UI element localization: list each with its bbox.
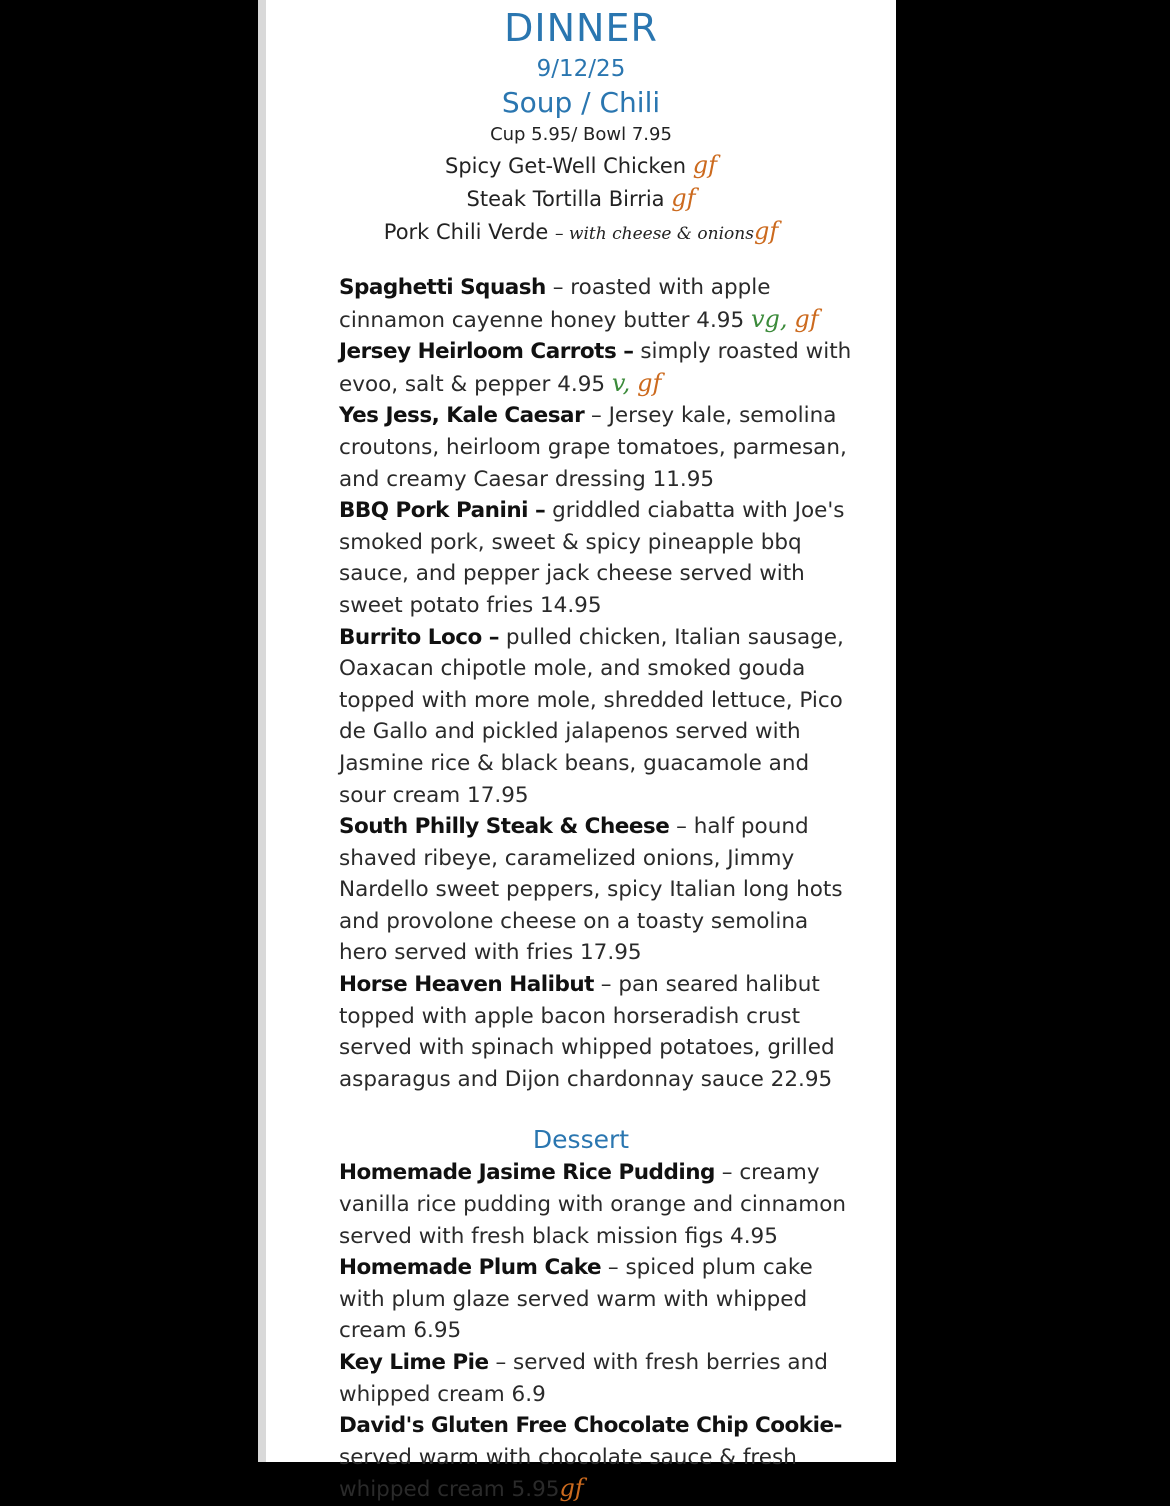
dessert-item-desc: – served with fresh berries and whipped cream 6.9: [339, 1350, 828, 1407]
menu-item-desc: – pan seared halibut topped with apple bacon horseradish crust served with spinach whipped potatoes, grilled asparagus and Dijon chardonnay sauce 22.95: [339, 972, 835, 1092]
dessert-item-desc: – creamy vanilla rice pudding with orange and cinnamon served with fresh black mission figs 4.95: [339, 1160, 846, 1249]
menu-date: 9/12/25: [536, 56, 626, 82]
dessert-item-name: Homemade Jasime Rice Pudding: [339, 1160, 715, 1186]
dessert-item-name: Key Lime Pie: [339, 1350, 489, 1375]
dessert-item: [339, 1157, 859, 1252]
menu-title: DINNER: [504, 6, 658, 50]
gluten-free-tag: gf: [753, 217, 779, 245]
soup-heading: Soup / Chili: [501, 86, 661, 119]
menu-item-desc: simply roasted with evoo, salt & pepper 4.95: [339, 339, 852, 397]
menu-item: [339, 811, 859, 969]
menu-item-desc: – Jersey kale, semolina croutons, heirloom grape tomatoes, parmesan, and creamy Caesar dressing 11.95: [339, 403, 847, 492]
menu-item: [339, 495, 859, 621]
dessert-heading: Dessert: [532, 1125, 630, 1155]
vegan-tag: v,: [611, 368, 631, 397]
gluten-free-tag: gf: [692, 151, 718, 179]
gluten-free-tag: gf: [671, 184, 696, 212]
menu-item-name: Burrito Loco –: [339, 624, 500, 650]
menu-item: [339, 272, 859, 336]
menu-item-desc: pulled chicken, Italian sausage, Oaxacan chipotle mole, and smoked gouda topped with more mole, shredded lettuce, Pico de Gallo and pickled jalapenos served with Jasmine rice & black beans, guacamole and sour cream 17.95: [339, 624, 844, 808]
dessert-item-desc: – spiced plum cake with plum glaze served warm with whipped cream 6.95: [339, 1255, 813, 1344]
menu-item-name: BBQ Pork Panini –: [339, 498, 546, 524]
dessert-list: [339, 1157, 859, 1506]
menu-item-desc: griddled ciabatta with Joe's smoked pork, sweet & spicy pineapple bbq sauce, and pepper jack cheese served with sweet potato fries 14.95: [339, 498, 845, 618]
soup-item-name: Spicy Get-Well Chicken: [444, 154, 687, 178]
menu-item-name: Horse Heaven Halibut: [339, 972, 594, 998]
menu-item-desc: – half pound shaved ribeye, caramelized onions, Jimmy Nardello sweet peppers, spicy Italian long hots and provolone cheese on a toasty semolina hero served with fries 17.95: [339, 814, 843, 966]
soup-item: [266, 215, 896, 250]
dessert-item: [339, 1410, 859, 1506]
dessert-item: [339, 1252, 859, 1347]
menu-item: [339, 400, 859, 495]
vegan-tag: vg,: [750, 304, 788, 333]
dessert-item-name: David's Gluten Free Chocolate Chip Cookie-: [339, 1413, 842, 1439]
soup-item-name: Pork Chili Verde: [383, 220, 549, 244]
menu-item: [339, 969, 859, 1095]
soup-item-note: – with cheese & onions: [555, 224, 754, 244]
gluten-free-tag: gf: [559, 1474, 584, 1503]
mains-list: [339, 272, 859, 1095]
menu-item-desc: – roasted with apple cinnamon cayenne honey butter 4.95: [339, 275, 771, 333]
soup-item: [266, 182, 896, 215]
menu-item: [339, 622, 859, 812]
menu-item-name: South Philly Steak & Cheese: [339, 814, 670, 840]
menu-item-name: Jersey Heirloom Carrots –: [339, 339, 634, 365]
dessert-item-name: Homemade Plum Cake: [339, 1255, 602, 1281]
dessert-item: [339, 1347, 859, 1410]
soup-prices: Cup 5.95/ Bowl 7.95: [490, 124, 672, 145]
menu-item-name: Spaghetti Squash: [339, 275, 546, 300]
gluten-free-tag: gf: [794, 304, 819, 333]
soup-item-name: Steak Tortilla Birria: [466, 187, 665, 211]
menu-item-name: Yes Jess, Kale Caesar: [339, 403, 585, 429]
menu-page: [266, 0, 896, 1503]
soup-item: [266, 149, 896, 182]
menu-item: [339, 336, 859, 400]
dessert-item-desc: served warm with chocolate sauce & fresh whipped cream 5.95: [339, 1444, 797, 1503]
gluten-free-tag: gf: [637, 368, 662, 397]
